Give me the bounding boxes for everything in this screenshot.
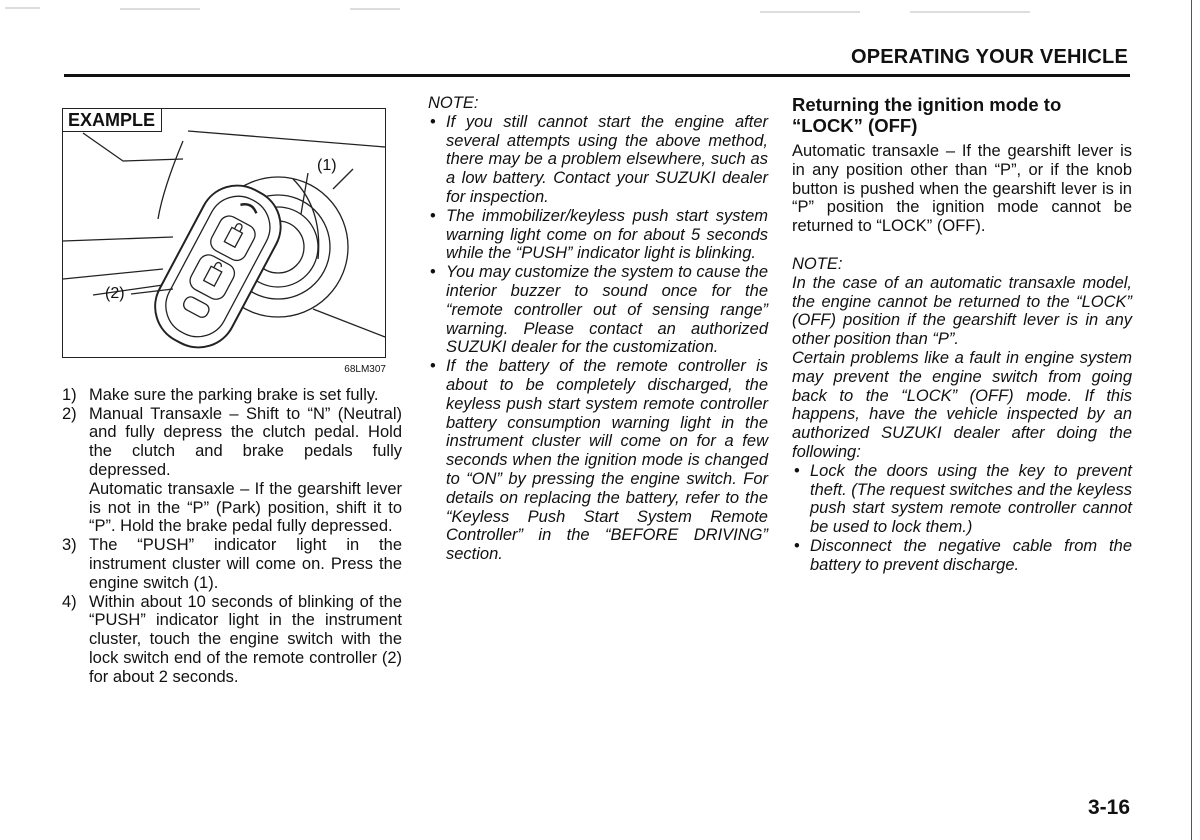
list-item: • If you still cannot start the engine after several attempts using the above method, there may be a problem elsewhere, such as a low battery. Contact your SUZUKI dealer for inspection.: [430, 112, 768, 206]
column-middle: [428, 94, 768, 564]
step-number: 4): [62, 592, 77, 611]
step-text: Make sure the parking brake is set fully.: [89, 385, 379, 404]
list-item: [62, 536, 402, 592]
page-number: 3-16: [1087, 796, 1130, 819]
column-right: [792, 94, 1132, 575]
step-number: 1): [62, 385, 77, 404]
note-item-text: The immobilizer/keyless push start system warning light come on for about 5 seconds while the “PUSH” indicator light is blinking.: [446, 206, 768, 263]
scan-artifacts: [0, 0, 1200, 20]
note-paragraph: In the case of an automatic transaxle model, the engine cannot be returned to the “LOCK” (OFF) position if the gearshift lever is in any other position than “P”.: [792, 273, 1132, 349]
page-header-title: OPERATING YOUR VEHICLE: [850, 46, 1128, 68]
figure-code: 68LM307: [344, 364, 386, 375]
note-heading: NOTE:: [428, 94, 479, 112]
callout-2: (2): [105, 285, 125, 302]
note-paragraph: Certain problems like a fault in engine system may prevent the engine switch from going back to the “LOCK” (OFF) mode. If this happens, have the vehicle inspected by an authorized SUZUKI dealer after doing the following:: [792, 348, 1132, 461]
list-item: • You may customize the system to cause the interior buzzer to sound once for the “remote controller out of sensing range” warning. Please contact an authorized SUZUKI dealer for the customization.: [430, 263, 768, 357]
step-text: Within about 10 seconds of blinking of the “PUSH” indicator light in the instrument cluster, touch the engine switch with the lock switch end of the remote controller (2) for about 2 seconds.: [89, 592, 402, 686]
note-item-text: You may customize the system to cause the interior buzzer to sound once for the “remote controller out of sensing range” warning. Please contact an authorized SUZUKI dealer for the customization.: [446, 263, 768, 357]
header-rule: [64, 74, 1130, 77]
step-text: The “PUSH” indicator light in the instrument cluster will come on. Press the engine switch (1).: [89, 536, 402, 592]
key-fob-illustration: [63, 109, 385, 357]
step-number: 2): [62, 404, 77, 423]
instruction-steps: [62, 386, 402, 687]
note-item-text: Disconnect the negative cable from the battery to prevent discharge.: [810, 536, 1132, 574]
list-item: • The immobilizer/keyless push start system warning light come on for about 5 seconds while the “PUSH” indicator light is blinking.: [430, 206, 768, 263]
step-text: Manual Transaxle – Shift to “N” (Neutral) and fully depress the clutch pedal. Hold the clutch and brake pedals fully depressed.: [89, 404, 402, 479]
note-item-text: If the battery of the remote controller is about to be completely discharged, the keyless push start system remote controller battery consumption warning light in the instrument cluster will come on for a few seconds when the ignition mode is changed to “ON” by pressing the engine switch. For details on replacing the battery, refer to the “Keyless Push Start System Remote Controller” in the “BEFORE DRIVING” section.: [446, 357, 768, 564]
column-left: [62, 108, 402, 687]
callout-1: (1): [317, 157, 337, 174]
note-item-text: Lock the doors using the key to prevent theft. (The request switches and the keyless push start system remote controller cannot be used to lock them.): [810, 461, 1132, 537]
list-item: • If the battery of the remote controller is about to be completely discharged, the keyless push start system remote controller battery consumption warning light in the instrument cluster will come on for a few seconds when the ignition mode is changed to “ON” by pressing the engine switch. For details on replacing the battery, refer to the “Keyless Push Start System Remote Controller” in the “BEFORE DRIVING” section.: [430, 357, 768, 564]
note-list: [428, 113, 768, 564]
list-item: • Lock the doors using the key to prevent theft. (The request switches and the keyless push start system remote controller cannot be used to lock them.): [794, 461, 1132, 537]
step-text: Automatic transaxle – If the gearshift lever is not in the “P” (Park) position, shift it to “P”. Hold the brake pedal fully depressed.: [89, 479, 402, 536]
example-figure: [62, 108, 386, 358]
step-number: 3): [62, 536, 77, 555]
list-item: [62, 593, 402, 687]
list-item: [62, 386, 402, 405]
note-heading: NOTE:: [792, 254, 843, 273]
page-edge: [1191, 0, 1192, 840]
figure-label: EXAMPLE: [63, 109, 162, 132]
list-item: [62, 405, 402, 537]
section-body: Automatic transaxle – If the gearshift lever is in any position other than “P”, or if the knob button is pushed when the gearshift lever is in “P” position the ignition mode cannot be returned to “LOCK” (OFF).: [792, 142, 1132, 236]
list-item: • Disconnect the negative cable from the battery to prevent discharge.: [794, 536, 1132, 574]
section-heading: Returning the ignition mode to “LOCK” (OFF): [792, 94, 1062, 136]
note-item-text: If you still cannot start the engine after several attempts using the above method, there may be a problem elsewhere, such as a low battery. Contact your SUZUKI dealer for inspection.: [446, 112, 768, 206]
note-list: [792, 462, 1132, 575]
